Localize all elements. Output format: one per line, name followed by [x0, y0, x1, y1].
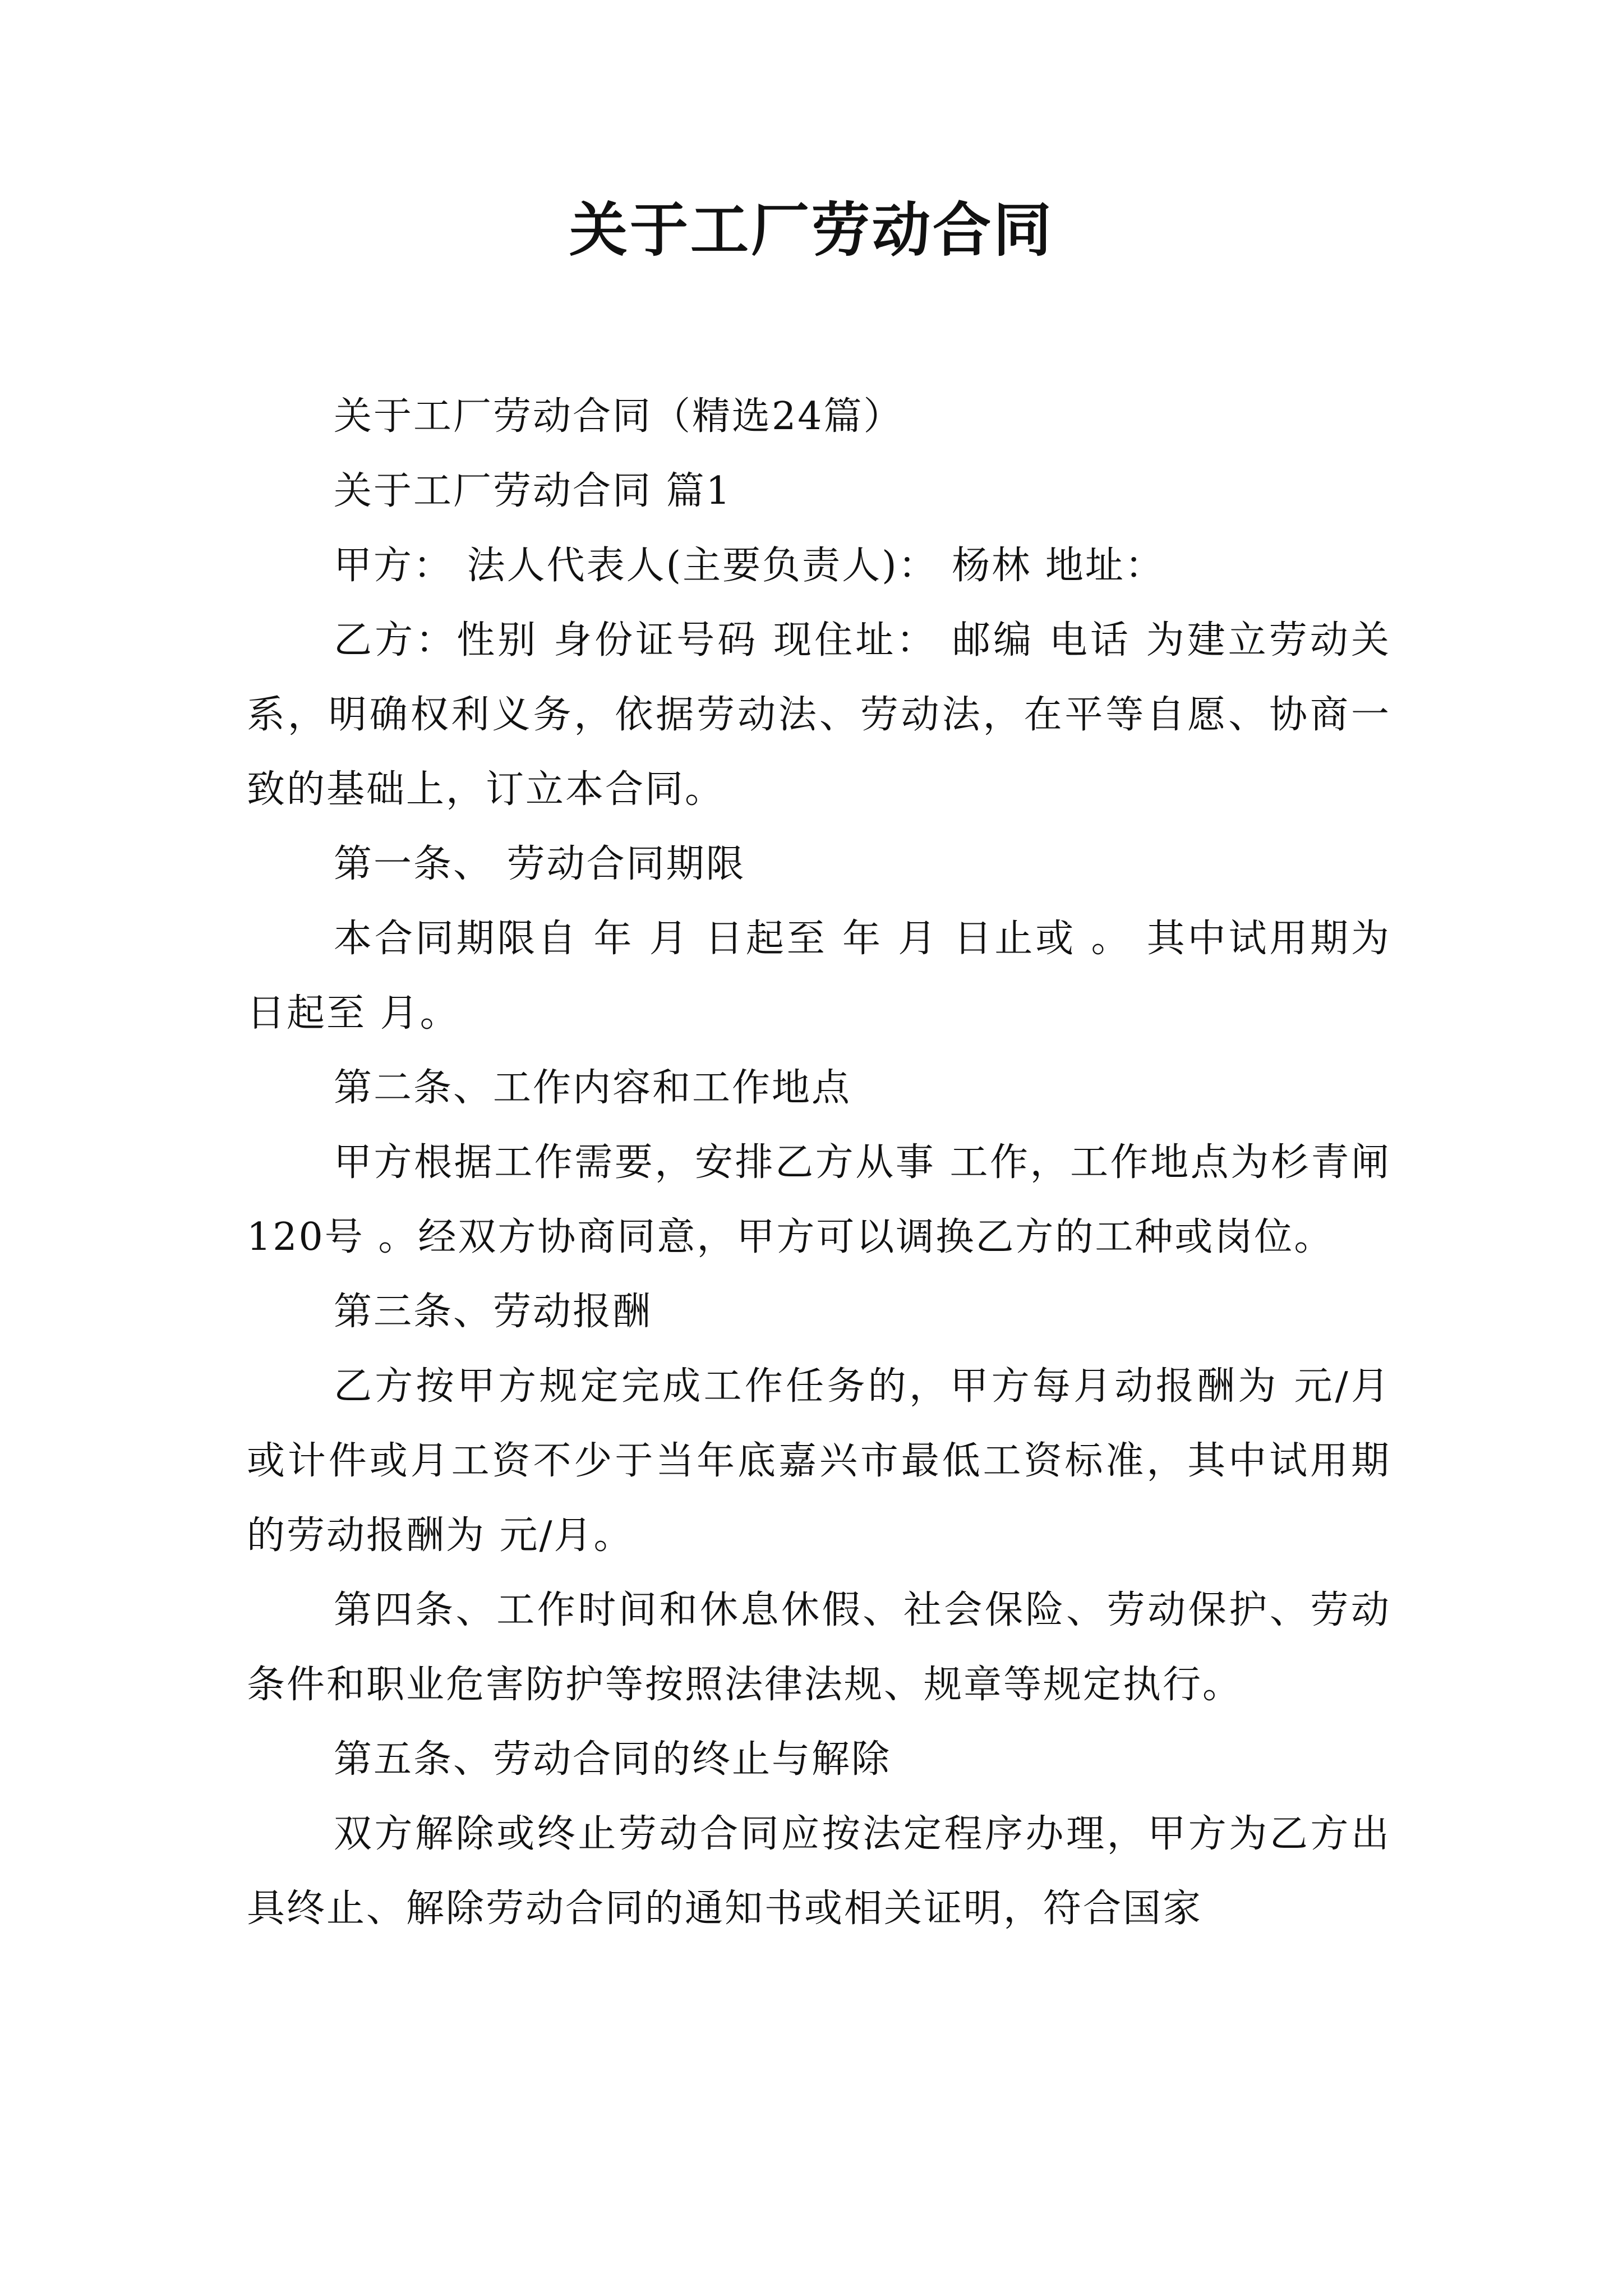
article-5-text: 双方解除或终止劳动合同应按法定程序办理，甲方为乙方出具终止、解除劳动合同的通知书或相关证明，符合国家	[247, 1812, 1391, 1931]
article-5-heading: 第五条、劳动合同的终止与解除	[334, 1737, 892, 1782]
section-heading: 关于工厂劳动合同 篇1	[334, 469, 732, 513]
article-1-text: 本合同期限自 年 月 日起至 年 月 日止或 。 其中试用期为日起至 月。	[247, 917, 1391, 1036]
article-2-text: 甲方根据工作需要，安排乙方从事 工作，工作地点为杉青闸120号 。经双方协商同意，甲方可以调换乙方的工种或岗位。	[247, 1140, 1391, 1259]
article-3-heading: 第三条、劳动报酬	[334, 1290, 653, 1334]
article-2-heading: 第二条、工作内容和工作地点	[334, 1066, 852, 1110]
party-a-paragraph: 甲方： 法人代表人(主要负责人)： 杨林 地址：	[334, 544, 1165, 588]
party-b-paragraph: 乙方：性别 身份证号码 现住址： 邮编 电话 为建立劳动关系，明确权利义务，依据劳动法、劳动法，在平等自愿、协商一致的基础上，订立本合同。	[247, 618, 1391, 812]
subtitle-paragraph: 关于工厂劳动合同（精选24篇）	[334, 394, 903, 439]
article-4-text: 第四条、工作时间和休息休假、社会保险、劳动保护、劳动条件和职业危害防护等按照法律法规、规章等规定执行。	[247, 1588, 1391, 1707]
document-body	[247, 379, 1391, 1946]
article-1-heading: 第一条、 劳动合同期限	[334, 842, 746, 886]
article-3-text: 乙方按甲方规定完成工作任务的，甲方每月动报酬为 元/月或计件或月工资不少于当年底嘉兴市最低工资标准，其中试用期的劳动报酬为 元/月。	[247, 1364, 1391, 1558]
document-title: 关于工厂劳动合同	[569, 196, 1054, 264]
